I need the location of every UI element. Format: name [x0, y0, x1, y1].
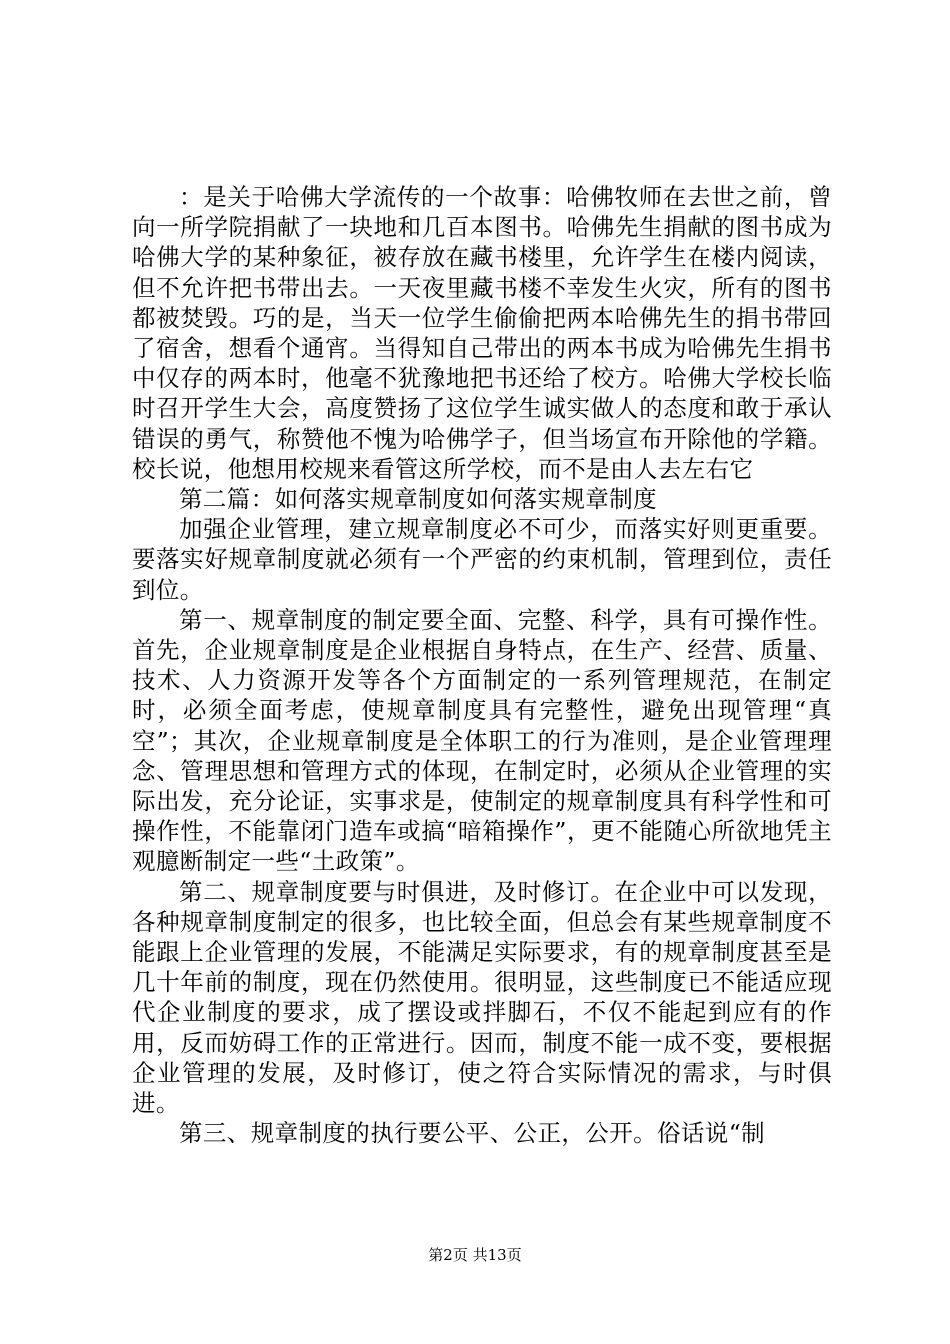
paragraph-point-two: 第二、规章制度要与时俱进，及时修订。在企业中可以发现，各种规章制度制定的很多，也比较全面，但总会有某些规章制度不能跟上企业管理的发展，不能满足实际要求，有的规章制度甚至是几十年前的制度，现在仍然使用。很明显，这些制度已不能适应现代企业制度的要求，成了摆设或拌脚石，不仅不能起到应有的作用，反而妨碍工作的正常进行。因而，制度不能一成不变，要根据企业管理的发展，及时修订，使之符合实际情况的需求，与时俱进。 [132, 877, 832, 1118]
section-heading: 第二篇：如何落实规章制度如何落实规章制度 [179, 485, 657, 514]
paragraph-harvard-story: ：是关于哈佛大学流传的一个故事：哈佛牧师在去世之前，曾向一所学院捐献了一块地和几百本图书。哈佛先生捐献的图书成为哈佛大学的某种象征，被存放在藏书楼里，允许学生在楼内阅读，但不允许把书带出去。一天夜里藏书楼不幸发生火灾，所有的图书都被焚毁。巧的是，当天一位学生偷偷把两本哈佛先生的捐书带回了宿舍，想看个通宵。当得知自己带出的两本书成为哈佛先生捐书中仅存的两本时，他毫不犹豫地把书还给了校方。哈佛大学校长临时召开学生大会，高度赞扬了这位学生诚实做人的态度和敢于承认错误的勇气，称赞他不愧为哈佛学子，但当场宣布开除他的学籍。校长说，他想用校规来看管这所学校，而不是由人去左右它 [132, 183, 832, 483]
paragraph-point-three: 第三、规章制度的执行要公平、公正，公开。俗话说“制 [179, 1119, 766, 1148]
paragraph-point-one: 第一、规章制度的制定要全面、完整、科学，具有可操作性。首先，企业规章制度是企业根据自身特点，在生产、经营、质量、技术、人力资源开发等各个方面制定的一系列管理规范，在制定时，必须全面考虑，使规章制度具有完整性，避免出现管理“真空”；其次，企业规章制度是全体职工的行为准则，是企业管理理念、管理思想和管理方式的体现，在制定时，必须从企业管理的实际出发，充分论证，实事求是，使制定的规章制度具有科学性和可操作性，不能靠闭门造车或搞“暗箱操作”，更不能随心所欲地凭主观臆断制定一些“土政策”。 [132, 605, 832, 876]
document-body [132, 182, 832, 1149]
page-number-footer: 第2页 共13页 [428, 1246, 522, 1264]
paragraph-intro: 加强企业管理，建立规章制度必不可少，而落实好则更重要。要落实好规章制度就必须有一个严密的约束机制，管理到位，责任到位。 [132, 515, 832, 604]
